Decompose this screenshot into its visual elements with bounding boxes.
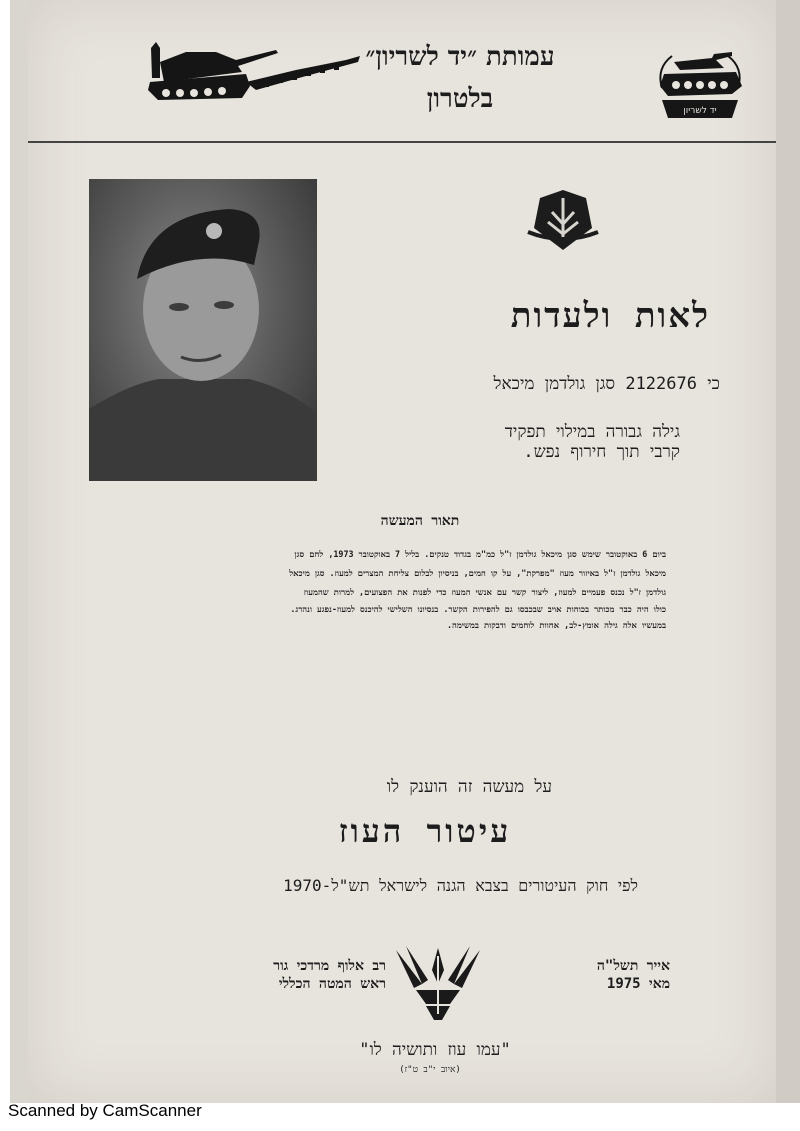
emblem-banner-text: יד לשריון — [683, 106, 717, 116]
scanner-watermark: Scanned by CamScanner — [8, 1101, 202, 1120]
scan-edge-left — [10, 0, 28, 1103]
soldier-portrait — [89, 179, 317, 481]
header-divider — [28, 141, 776, 143]
deed-line: כולו היה כבר מכותר בכוחות אויב שבכבסו גם להפירות הקשר. בנסיונו השלישי להיכנס למעוז-נפגע ונהרג. — [290, 604, 666, 614]
association-name: עמותת ״יד לשריון״ — [365, 42, 555, 72]
signatory-title: ראש המטה הכללי — [278, 976, 386, 992]
date-hebrew: אייר תשל"ה — [596, 958, 670, 974]
motto-source: (איוב י"ב ט"ז) — [399, 1065, 461, 1075]
tank-silhouette-icon — [146, 38, 361, 106]
armored-corps-emblem-icon — [652, 48, 748, 122]
deed-line: במעשיו אלה גילה אומץ-לב, אחוות לוחמים ודבקות במשימה. — [446, 620, 666, 630]
scan-edge-right — [776, 0, 800, 1103]
awarded-line: על מעשה זה הוענק לו — [386, 777, 552, 797]
medal-name: עיטור העוז — [338, 812, 512, 850]
association-location: בלטרון — [426, 84, 494, 114]
valor-line-1: גילה גבורה במילוי תפקיד — [504, 422, 680, 442]
idf-emblem-icon — [526, 188, 600, 252]
valor-line-2: קרבי תוך חירוף נפש. — [523, 442, 680, 462]
law-reference: לפי חוק העיטורים בצבא הגנה לישראל תש"ל-1970 — [283, 876, 638, 895]
certificate-title: לאות ולעדות — [510, 296, 710, 336]
motto-quote: "עמו עוז ותושיה לו" — [359, 1040, 511, 1060]
deed-line: מיכאל גולדמן ז"ל באיזור מעוז "מפרקת", על קו המים, בניסיון לבלום צליחת המצרים למעוז. סגן מיכאל — [289, 568, 666, 578]
recipient-line: כי 2122676 סגן גולדמן מיכאל — [493, 374, 720, 394]
portrait-figure — [89, 179, 317, 481]
deed-line: ביום 6 באוקטובר שימש סגן מיכאל גולדמן ז"ל כמ"מ בגדוד טנקים. בליל 7 באוקטובר 1973, לחם סגן — [294, 549, 666, 559]
medal-of-courage-insignia-icon — [392, 944, 484, 1024]
date-gregorian: מאי 1975 — [606, 976, 670, 992]
signatory-name: רב אלוף מרדכי גור — [273, 958, 386, 974]
deed-line: גולדמן ז"ל נכנס פעמיים למעוז, ליצור קשר עם אנשי המעוז כדי לפנות את הפצועים, למרות שהמעוז — [303, 587, 666, 597]
deed-heading: תאור המעשה — [380, 513, 460, 529]
